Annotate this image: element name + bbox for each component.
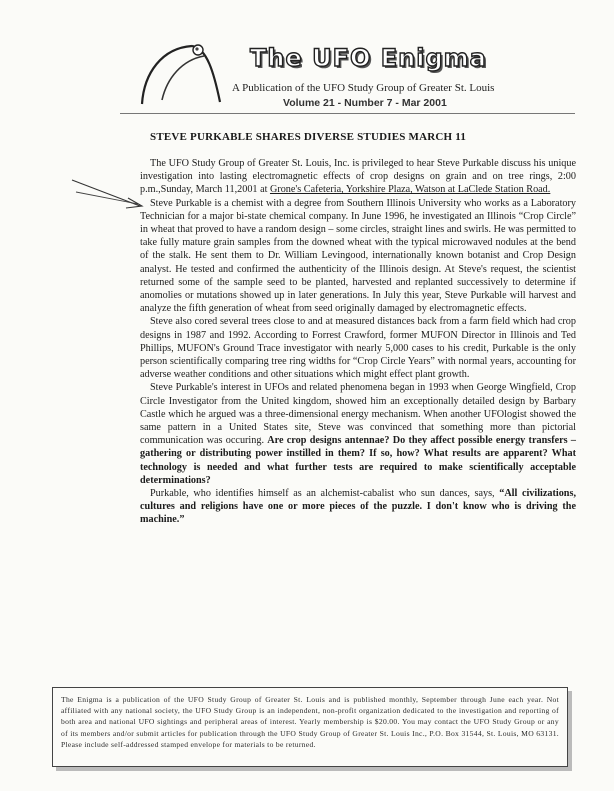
article-paragraph: Steve also cored several trees close to and at measured distances back from a farm field which had crop designs in 1987 and 1992. According to Forrest Crawford, former MUFON Director in Illinois and Ted Phillips, MUFON's Ground Trace investigator with nearly 5,000 cases to his credit, Purkable is the only person scientifically comparing tree ring widths for “Crop Circle Years” with normal years, accounting for adverse weather conditions and other situations which might effect plant growth. xyxy=(140,316,576,381)
paragraph-text: Steve Purkable's interest in UFOs and related phenomena began in 1993 when George Wingfield, Crop Circle Investigator from the United kingdom, showed him an exceptionally detailed design by Barbary Castle which he argued was a three-dimensional energy mechanism. When another UFOlogist showed the same pattern in a United States site, Steve was convinced that something more than pictorial communication was occuring. xyxy=(140,382,576,447)
article-paragraph: Steve Purkable is a chemist with a degree from Southern Illinois University who works as a Laboratory Technician for a major bi-state chemical company. In June 1996, he investigated an Illinois “Crop Circle” in wheat that proved to have a random design – some circles, straight lines and swirls. He was permitted to take fully mature grain samples from the downed wheat with the typical microwaved nodules at the bend of the stalk. He sent them to Dr. William Levingood, internationally known botanist and Crop Design analyst. He tested and confirmed the authenticity of the Illinois design. At Steve's request, the scientist returned some of the sample seed to be planted, harvested and replanted successively to determine if anomolies or mutations showed up in later generations. In July this year, Steve Purkable will harvest and analyze the fifth generation of wheat from seed originally damaged by electromagnetic effects. xyxy=(140,197,576,315)
bold-questions: Are crop designs antennae? Do they affect possible energy transfers – gathering or distributing power instilled in them? If so, how? What results are apparent? What technology is needed and what further tests are required to make scientifically acceptable determinations? xyxy=(140,435,576,486)
publisher-line: A Publication of the UFO Study Group of Greater St. Louis xyxy=(232,82,495,94)
article-paragraph xyxy=(140,157,576,197)
masthead-title: The UFO Enigma xyxy=(250,44,487,72)
pointer-arrow-icon xyxy=(70,172,150,212)
paragraph-text: Purkable, who identifies himself as an alchemist-cabalist who sun dances, says, xyxy=(150,488,500,500)
paragraph-lead: The UFO Study Group of Greater St. Louis, Inc. is privileged to hear Steve Purkable discuss his unique investigation into lasting electromagnetic effects of crop designs on grain and on tree rings, 2:00 p.m.,Sunday, March 11,2001 at xyxy=(140,158,576,196)
header-rule xyxy=(120,113,575,114)
article-paragraph xyxy=(140,487,576,527)
ufo-logo-icon xyxy=(132,38,232,108)
bold-quote: “All civilizations, cultures and religions have one or more pieces of the puzzle. I don't know who is driving the machine.” xyxy=(140,488,576,526)
article-paragraph xyxy=(140,381,576,487)
footer-notice: The Enigma is a publication of the UFO Study Group of Greater St. Louis and is published monthly, September through June each year. Not affiliated with any national society, the UFO Study Group is an independent, non-profit organization dedicated to the investigation and reporting of both area and national UFO sightings and peripheral areas of interest. Yearly membership is $20.00. You may contact the UFO Study Group or any of its members and/or submit articles for publication through the UFO Study Group of Greater St. Louis Inc., P.O. Box 31544, St. Louis, MO 63131. Please include self-addressed stamped envelope for materials to be returned. xyxy=(52,687,568,767)
event-location: Grone's Cafeteria, Yorkshire Plaza, Watson at LaClede Station Road. xyxy=(269,184,551,196)
issue-line: Volume 21 - Number 7 - Mar 2001 xyxy=(283,97,447,109)
article-body xyxy=(140,157,576,527)
article-headline: STEVE PURKABLE SHARES DIVERSE STUDIES MARCH 11 xyxy=(150,131,467,143)
